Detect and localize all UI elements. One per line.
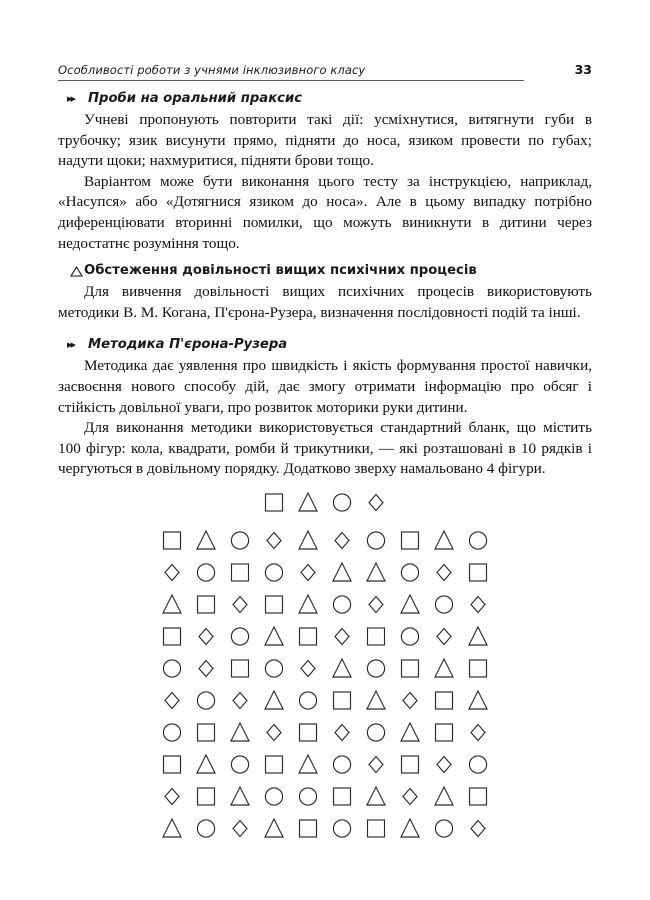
diamond-shape: [257, 716, 291, 748]
circle-shape: [427, 812, 461, 844]
square-shape: [291, 716, 325, 748]
shape-row: [155, 652, 495, 684]
square-shape: [325, 780, 359, 812]
double-arrow-icon: ▸▸: [67, 338, 75, 352]
shape-row: [155, 620, 495, 652]
square-shape: [393, 652, 427, 684]
paragraph-oral-praxis-instructions: Учневі пропонують повторити такі дії: усміхнутися, витягнути губи в трубочку; язик висунути прямо, підняти до носа, язиком провести по губах; надути щоки; нахмуритися, підняти брови тощо.: [58, 111, 592, 170]
triangle-shape: [393, 716, 427, 748]
paragraph-method-form: Для виконання методики використовується стандартний бланк, що містить 100 фігур: кола, квадрати, ромби й трикутники, — які розташовані в 10 рядків і чергуються в довільному порядку. Додатково зверху намальовано 4 фігури.: [58, 419, 592, 478]
square-shape: [393, 748, 427, 780]
shape-row: [155, 780, 495, 812]
shape-blank-figure: [0, 486, 650, 844]
triangle-shape: [257, 620, 291, 652]
triangle-shape: [155, 812, 189, 844]
circle-shape: [257, 556, 291, 588]
square-shape: [257, 748, 291, 780]
heading-voluntary-processes-label: Обстеження довільності вищих психічних процесів: [84, 263, 477, 279]
square-shape: [427, 716, 461, 748]
heading-voluntary-processes: [58, 260, 592, 282]
circle-shape: [359, 652, 393, 684]
heading-oral-praxis: [58, 88, 592, 110]
triangle-shape: [359, 780, 393, 812]
diamond-shape: [461, 812, 495, 844]
diamond-shape: [155, 684, 189, 716]
triangle-outline-icon: [64, 266, 76, 276]
double-arrow-icon: ▸▸: [67, 92, 75, 105]
square-shape: [393, 524, 427, 556]
circle-shape: [359, 524, 393, 556]
diamond-shape: [427, 748, 461, 780]
shape-row: [155, 716, 495, 748]
square-shape: [359, 620, 393, 652]
diamond-shape: [223, 684, 257, 716]
circle-shape: [325, 588, 359, 620]
square-shape: [155, 620, 189, 652]
triangle-shape: [359, 556, 393, 588]
shape-row: [155, 684, 495, 716]
triangle-shape: [359, 684, 393, 716]
paragraph-methods-list: Для вивчення довільності вищих психічних процесів використовують методики В. М. Когана, П'єрона-Рузера, визначення послідовності подій та інші.: [58, 283, 592, 321]
circle-shape: [325, 748, 359, 780]
square-shape: [291, 812, 325, 844]
square-shape: [461, 556, 495, 588]
shape-row: [155, 524, 495, 556]
shape-row: [155, 556, 495, 588]
shape-row: [155, 812, 495, 844]
triangle-shape: [393, 812, 427, 844]
triangle-shape: [189, 748, 223, 780]
square-shape: [189, 716, 223, 748]
diamond-shape: [359, 486, 393, 518]
heading-pieron-ruzer-label: Методика П'єрона-Рузера: [88, 337, 288, 353]
diamond-shape: [427, 620, 461, 652]
diamond-shape: [359, 588, 393, 620]
circle-shape: [461, 524, 495, 556]
square-shape: [155, 524, 189, 556]
circle-shape: [461, 748, 495, 780]
header-rule: [58, 80, 524, 81]
square-shape: [223, 652, 257, 684]
square-shape: [223, 556, 257, 588]
diamond-shape: [325, 524, 359, 556]
square-shape: [427, 684, 461, 716]
triangle-shape: [291, 588, 325, 620]
diamond-shape: [359, 748, 393, 780]
diamond-shape: [291, 652, 325, 684]
heading-oral-praxis-label: Проби на оральний праксис: [88, 91, 303, 106]
circle-shape: [393, 620, 427, 652]
square-shape: [461, 652, 495, 684]
circle-shape: [155, 716, 189, 748]
circle-shape: [189, 556, 223, 588]
triangle-shape: [189, 524, 223, 556]
circle-shape: [325, 812, 359, 844]
page-content: [58, 88, 592, 480]
triangle-shape: [325, 652, 359, 684]
triangle-shape: [461, 620, 495, 652]
triangle-shape: [257, 812, 291, 844]
triangle-shape: [461, 684, 495, 716]
circle-shape: [155, 652, 189, 684]
square-shape: [257, 486, 291, 518]
diamond-shape: [325, 716, 359, 748]
running-head-title: Особливості роботи з учнями інклюзивного класу: [58, 63, 366, 77]
circle-shape: [257, 780, 291, 812]
triangle-shape: [427, 524, 461, 556]
shape-row: [155, 588, 495, 620]
diamond-shape: [461, 588, 495, 620]
circle-shape: [257, 652, 291, 684]
diamond-shape: [461, 716, 495, 748]
triangle-shape: [393, 588, 427, 620]
paragraph-method-purpose: Методика дає уявлення про швидкість і якість формування простої навички, засвоєння нового способу дій, дає змогу отримати інформацію про обсяг і стійкість довільної уваги, про розвиток моторики руки дитини.: [58, 357, 592, 416]
square-shape: [359, 812, 393, 844]
triangle-shape: [291, 524, 325, 556]
diamond-shape: [223, 812, 257, 844]
circle-shape: [223, 524, 257, 556]
paragraph-oral-praxis-variant: Варіантом може бути виконання цього тесту за інструкцією, наприклад, «Насупся» або «Дотягнися язиком до носа». Але в цьому випадку потрібно диференціювати вторинні помилки, що можуть виникнути в дитини через недостатнє розуміння тощо.: [58, 172, 592, 252]
circle-shape: [427, 588, 461, 620]
diamond-shape: [393, 780, 427, 812]
triangle-shape: [291, 748, 325, 780]
circle-shape: [291, 684, 325, 716]
square-shape: [189, 588, 223, 620]
circle-shape: [325, 486, 359, 518]
circle-shape: [189, 684, 223, 716]
square-shape: [291, 620, 325, 652]
square-shape: [461, 780, 495, 812]
triangle-shape: [257, 684, 291, 716]
triangle-shape: [223, 716, 257, 748]
triangle-shape: [155, 588, 189, 620]
square-shape: [189, 780, 223, 812]
triangle-shape: [291, 486, 325, 518]
shape-row: [155, 748, 495, 780]
triangle-shape: [325, 556, 359, 588]
square-shape: [257, 588, 291, 620]
shape-grid: [0, 524, 650, 844]
circle-shape: [393, 556, 427, 588]
circle-shape: [223, 620, 257, 652]
diamond-shape: [223, 588, 257, 620]
diamond-shape: [189, 652, 223, 684]
diamond-shape: [257, 524, 291, 556]
diamond-shape: [189, 620, 223, 652]
shape-header-row: [0, 486, 650, 518]
triangle-shape: [427, 652, 461, 684]
circle-shape: [359, 716, 393, 748]
circle-shape: [223, 748, 257, 780]
diamond-shape: [155, 780, 189, 812]
page-number: 33: [574, 62, 592, 77]
running-head: [58, 62, 592, 77]
heading-pieron-ruzer: [58, 334, 592, 356]
square-shape: [325, 684, 359, 716]
diamond-shape: [291, 556, 325, 588]
circle-shape: [189, 812, 223, 844]
diamond-shape: [155, 556, 189, 588]
diamond-shape: [427, 556, 461, 588]
triangle-shape: [427, 780, 461, 812]
triangle-shape: [223, 780, 257, 812]
diamond-shape: [325, 620, 359, 652]
circle-shape: [291, 780, 325, 812]
diamond-shape: [393, 684, 427, 716]
square-shape: [155, 748, 189, 780]
